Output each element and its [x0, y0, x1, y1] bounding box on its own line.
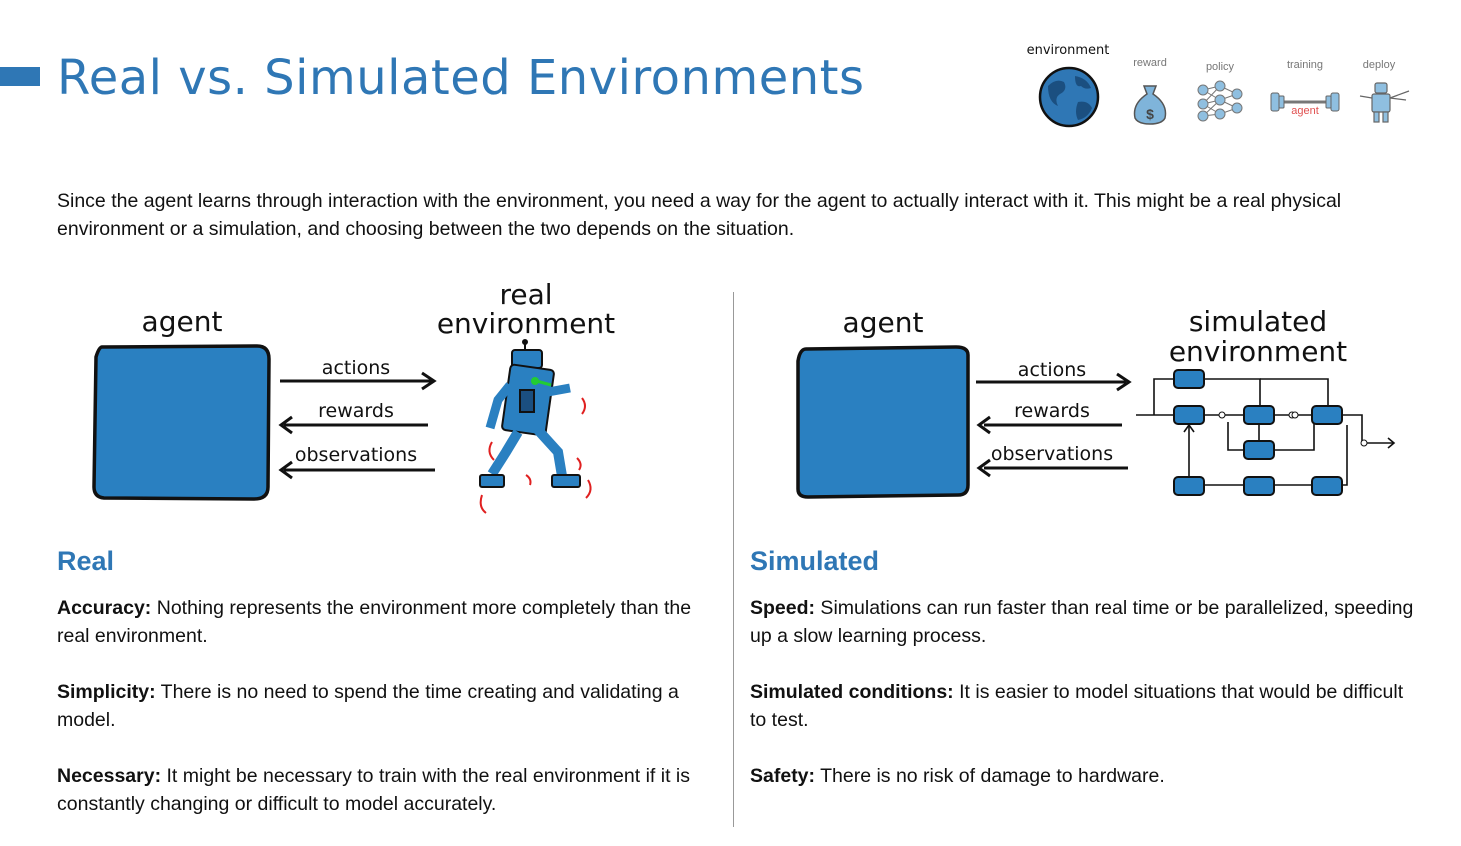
point-term: Speed: [750, 597, 816, 619]
point-text: It might be necessary to train with the real environment if it is constantly changing or difficult to model accurately. [57, 765, 690, 815]
column-divider [733, 292, 734, 827]
real-rewards-label: rewards [318, 400, 394, 422]
sim-actions-label: actions [1017, 359, 1087, 381]
point-text: There is no need to spend the time creating and validating a model. [57, 681, 679, 731]
globe-icon [1040, 68, 1098, 126]
money-bag-icon [1135, 86, 1166, 124]
simulated-heading: Simulated [750, 546, 880, 576]
point-text: Nothing represents the environment more completely than the real environment. [57, 597, 692, 647]
real-env-label-line1: real [499, 278, 553, 311]
point-text: Simulations can run faster than real time or be parallelized, speeding up a slow learning process. [750, 597, 1414, 647]
real-observations-label: observations [294, 444, 418, 466]
real-env-label-line2: environment [436, 307, 616, 340]
real-agent-box [94, 346, 269, 499]
point-term: Simplicity: [57, 681, 156, 703]
stage-training-label: training [1286, 59, 1324, 71]
simulation-block-diagram-icon [1136, 379, 1394, 485]
sim-env-label-line1: simulated [1188, 305, 1328, 338]
real-heading: Real [57, 546, 115, 576]
real-environment-diagram [80, 270, 640, 540]
sim-agent-box [798, 347, 968, 497]
robot-icon [1360, 83, 1409, 122]
intro-paragraph: Since the agent learns through interaction with the environment, you need a way for the agent to actually interact with it. This might be a real physical environment or a simulation, and choosing between the two depends on the situation. [57, 190, 1342, 240]
sim-agent-label: agent [842, 306, 924, 339]
list-item [57, 762, 727, 818]
point-term: Safety: [750, 765, 816, 787]
page-title: Real vs. Simulated Environments [57, 50, 865, 106]
svg-text:$: $ [1146, 106, 1154, 122]
stage-training-inner-label: agent [1291, 105, 1319, 117]
point-text: It is easier to model situations that would be difficult to test. [750, 681, 1404, 731]
title-accent-bar [0, 67, 40, 86]
list-item [57, 594, 727, 650]
real-agent-label: agent [141, 305, 223, 338]
real-actions-label: actions [321, 357, 391, 379]
stage-environment [1027, 43, 1110, 126]
list-item [750, 762, 1420, 790]
stage-deploy [1360, 59, 1409, 122]
connector-dots [1219, 412, 1367, 446]
sim-observations-label: observations [990, 443, 1114, 465]
real-points-list [57, 594, 727, 846]
simulated-points-list [750, 594, 1420, 818]
simulated-environment-diagram [780, 290, 1420, 540]
stage-training [1271, 59, 1339, 117]
neural-network-icon [1198, 81, 1242, 121]
point-text: There is no risk of damage to hardware. [815, 765, 1165, 787]
stage-deploy-label: deploy [1362, 59, 1396, 71]
list-item [57, 678, 727, 734]
stage-environment-label: environment [1026, 43, 1110, 58]
workflow-stage-strip [1020, 38, 1420, 138]
simulation-blocks [1174, 370, 1342, 495]
point-term: Necessary: [57, 765, 162, 787]
point-term: Accuracy: [57, 597, 152, 619]
sim-env-label-line2: environment [1168, 335, 1348, 368]
stage-reward-label: reward [1133, 57, 1167, 69]
walking-robot-icon [480, 340, 580, 487]
list-item [750, 678, 1420, 734]
sim-rewards-label: rewards [1014, 400, 1090, 422]
stage-reward [1133, 57, 1167, 124]
list-item [750, 594, 1420, 650]
stage-policy [1198, 61, 1242, 121]
stage-policy-label: policy [1205, 61, 1235, 73]
barbell-icon [1271, 93, 1339, 117]
point-term: Simulated conditions: [750, 681, 954, 703]
